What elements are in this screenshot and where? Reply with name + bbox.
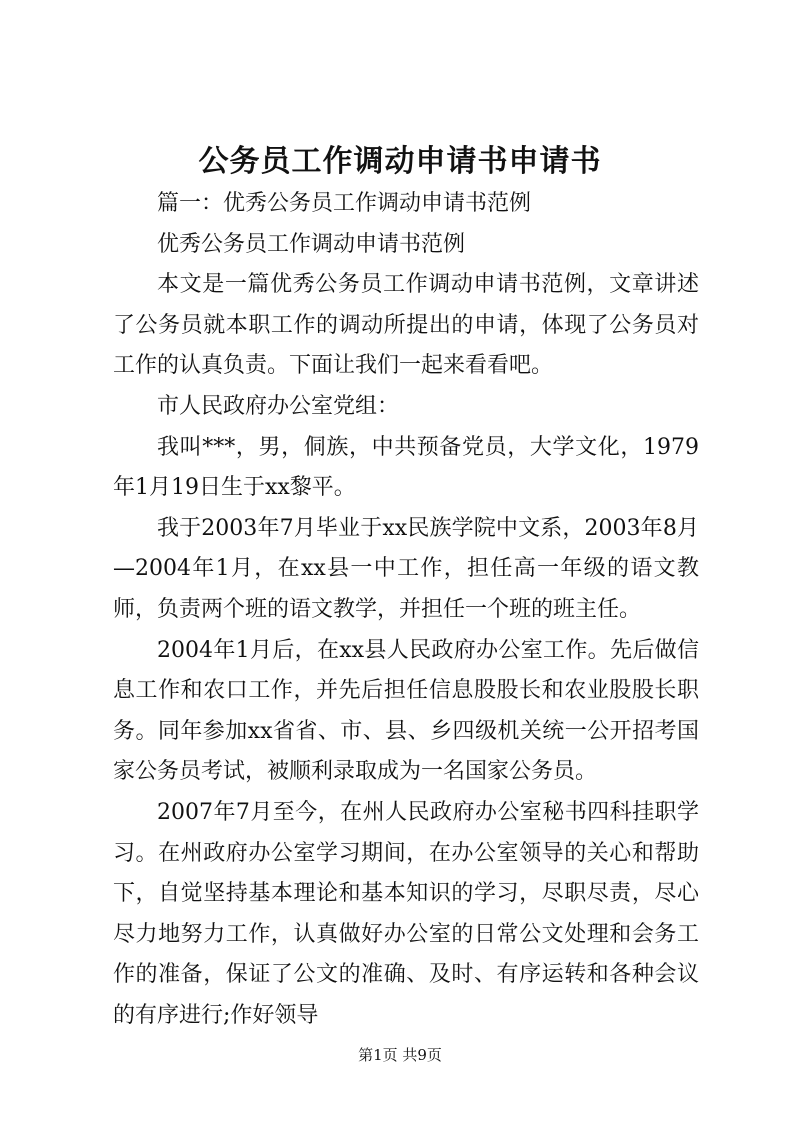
paragraph-personal-info: 我叫***，男，侗族，中共预备党员，大学文化，1979年1月19日生于xx黎平。	[113, 434, 699, 501]
document-body	[113, 184, 699, 1036]
paragraph-education: 我于2003年7月毕业于xx民族学院中文系，2003年8月—2004年1月，在xx县一中工作，担任高一年级的语文教师，负责两个班的语文教学，并担任一个班的班主任。	[113, 515, 699, 622]
page-number-footer: 第1页 共9页	[358, 1046, 442, 1064]
paragraph-work-2004: 2004年1月后，在xx县人民政府办公室工作。先后做信息工作和农口工作，并先后担任信息股股长和农业股股长职务。同年参加xx省省、市、县、乡四级机关统一公开招考国家公务员考试，被顺利录取成为一名国家公务员。	[113, 637, 699, 785]
paragraph-heading: 篇一：优秀公务员工作调动申请书范例	[157, 191, 532, 216]
paragraph-intro: 本文是一篇优秀公务员工作调动申请书范例，文章讲述了公务员就本职工作的调动所提出的申请，体现了公务员对工作的认真负责。下面让我们一起来看看吧。	[113, 272, 699, 379]
paragraph-salutation: 市人民政府办公室党组：	[157, 393, 400, 419]
paragraph-work-2007: 2007年7月至今，在州人民政府办公室秘书四科挂职学习。在州政府办公室学习期间，在办公室领导的关心和帮助下，自觉坚持基本理论和基本知识的学习，尽职尽责，尽心尽力地努力工作，认真做好办公室的日常公文处理和会务工作的准备，保证了公文的准确、及时、有序运转和各种会议的有序进行;作好领导	[113, 799, 699, 1028]
document-title: 公务员工作调动申请书申请书	[198, 144, 602, 179]
paragraph-subheading: 优秀公务员工作调动申请书范例	[157, 231, 466, 257]
